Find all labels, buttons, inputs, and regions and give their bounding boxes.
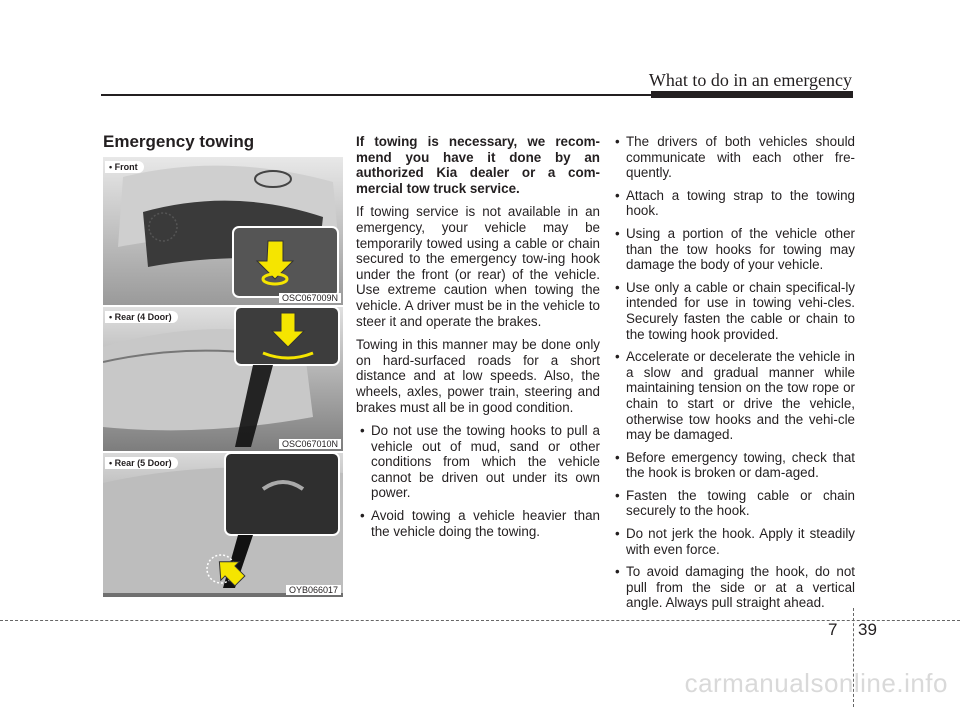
figure-label-rear-4door: • Rear (4 Door) <box>105 311 178 323</box>
list-item: • Use only a cable or chain specifical-ly intended for use in towing vehi-cles. Securely fasten the cable or chain to the towing hook provided. <box>611 280 855 342</box>
header-tab-bar <box>651 91 853 98</box>
figure-code-front: OSC067009N <box>279 293 341 303</box>
list-item: • Attach a towing strap to the towing hook. <box>611 188 855 219</box>
list-item: • Using a portion of the vehicle other than the tow hooks for towing may damage the body of your vehicle. <box>611 226 855 273</box>
bullet-list-middle <box>356 423 600 539</box>
list-item: • Fasten the towing cable or chain securely to the hook. <box>611 488 855 519</box>
bullet-list-right <box>611 134 855 611</box>
list-item: • Avoid towing a vehicle heavier than the vehicle doing the towing. <box>356 508 600 539</box>
list-item: • Accelerate or decelerate the vehicle in a slow and gradual manner while maintaining tension on the tow rope or chain to start or drive the vehicle, otherwise tow hooks and the vehi-cle may be damaged. <box>611 349 855 443</box>
list-item: • Before emergency towing, check that the hook is broken or dam-aged. <box>611 450 855 481</box>
page-heading: Emergency towing <box>103 132 255 151</box>
rear-5door-illustration <box>103 453 343 597</box>
figure-rear-5door <box>103 453 343 597</box>
front-bumper-illustration <box>103 157 343 305</box>
figure-label-rear-5door: • Rear (5 Door) <box>105 457 178 469</box>
section-title: What to do in an emergency <box>648 70 852 90</box>
footer-rule <box>0 620 960 621</box>
list-item: • To avoid damaging the hook, do not pull from the side or at a vertical angle. Always pull straight ahead. <box>611 564 855 611</box>
figure-rear-4door <box>103 307 343 451</box>
figure-stack <box>103 157 343 599</box>
lead-paragraph: If towing is necessary, we recom-mend you have it done by an authorized Kia dealer or a com-mercial tow truck service. <box>356 134 600 196</box>
figure-code-rear-4door: OSC067010N <box>279 439 341 449</box>
body-paragraph-2: Towing in this manner may be done only on hard-surfaced roads for a short distance and at low speeds. Also, the wheels, axles, power train, steering and brakes must all be in good condition. <box>356 337 600 415</box>
figure-front <box>103 157 343 305</box>
list-item: • Do not use the towing hooks to pull a vehicle out of mud, sand or other conditions from which the vehicle cannot be driven out under its own power. <box>356 423 600 501</box>
body-paragraph-1: If towing service is not available in an emergency, your vehicle may be temporarily towed using a cable or chain secured to the emergency tow-ing hook under the front (or rear) of the vehicle. Use extreme caution when towing the vehicle. A driver must be in the vehicle to steer it and operate the brakes. <box>356 204 600 329</box>
list-item: • The drivers of both vehicles should communicate with each other fre-quently. <box>611 134 855 181</box>
watermark: carmanualsonline.info <box>684 668 948 698</box>
text-column-right <box>611 134 855 618</box>
rear-4door-illustration <box>103 307 343 451</box>
figure-code-rear-5door: OYB066017 <box>286 585 341 595</box>
page-number: 39 <box>858 620 877 639</box>
text-column-middle <box>356 134 600 546</box>
figure-label-front: • Front <box>105 161 144 173</box>
list-item: • Do not jerk the hook. Apply it steadily with even force. <box>611 526 855 557</box>
section-number: 7 <box>828 620 838 639</box>
